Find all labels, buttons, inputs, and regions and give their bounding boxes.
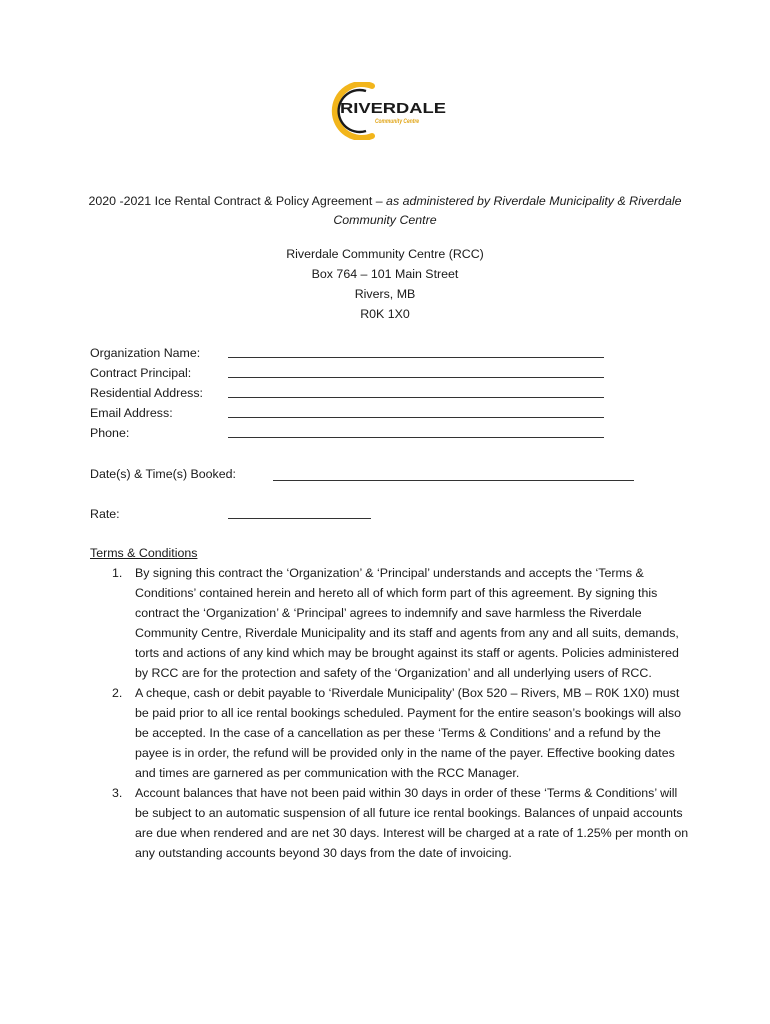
- contract-principal-label: Contract Principal:: [90, 366, 192, 380]
- list-item-number: 2.: [112, 686, 123, 700]
- terms-heading: Terms & Conditions: [90, 546, 198, 560]
- residential-address-field[interactable]: [228, 397, 604, 398]
- document-title: [80, 192, 690, 230]
- contract-principal-field[interactable]: [228, 377, 604, 378]
- dates-booked-label: Date(s) & Time(s) Booked:: [90, 467, 236, 481]
- list-item-text: By signing this contract the ‘Organization’ & ‘Principal’ understands and accepts the ‘Terms & Conditions’ contained herein and hereto all of which form part of this agreement. By signing this contract the ‘Organization’ & ‘Principal’ agrees to indemnify and save harmless the Riverdale Community Centre, Riverdale Municipality and its staff and agents from any and all suits, demands, torts and actions of any kind which may be brought against its staff or agents. Policies administered by RCC are for the protection and safety of the ‘Organization’ and all underlying users of RCC.: [135, 566, 679, 680]
- rate-label: Rate:: [90, 507, 120, 521]
- email-address-field[interactable]: [228, 417, 604, 418]
- address-line-4: R0K 1X0: [360, 307, 410, 321]
- organization-name-label: Organization Name:: [90, 346, 201, 360]
- title-main: 2020 -2021 Ice Rental Contract & Policy Agreement –: [88, 194, 387, 208]
- list-item: [90, 783, 690, 863]
- logo-title: RIVERDALE: [340, 101, 447, 117]
- address-block: [0, 244, 770, 324]
- address-line-1: Riverdale Community Centre (RCC): [286, 247, 484, 261]
- list-item: [90, 563, 690, 683]
- list-item-number: 3.: [112, 786, 123, 800]
- riverdale-logo: [326, 82, 452, 140]
- email-address-label: Email Address:: [90, 406, 173, 420]
- list-item-number: 1.: [112, 566, 123, 580]
- organization-name-field[interactable]: [228, 357, 604, 358]
- title-italic: as administered by Riverdale Municipality & Riverdale Community Centre: [333, 194, 682, 227]
- dates-booked-field[interactable]: [273, 480, 634, 481]
- rate-field[interactable]: [228, 518, 371, 519]
- list-item: [90, 683, 690, 783]
- list-item-text: Account balances that have not been paid within 30 days in order of these ‘Terms & Conditions’ will be subject to an automatic suspension of all future ice rental bookings. Balances of unpaid accounts are due when rendered and are net 30 days. Interest will be charged at a rate of 1.25% per month on any outstanding accounts beyond 30 days from the date of invoicing.: [135, 786, 689, 860]
- address-line-2: Box 764 – 101 Main Street: [311, 267, 459, 281]
- logo-subtitle: Community Centre: [375, 118, 420, 125]
- residential-address-label: Residential Address:: [90, 386, 203, 400]
- phone-label: Phone:: [90, 426, 130, 440]
- phone-field[interactable]: [228, 437, 604, 438]
- address-line-3: Rivers, MB: [354, 287, 416, 301]
- terms-list: [90, 563, 690, 863]
- list-item-text: A cheque, cash or debit payable to ‘Riverdale Municipality’ (Box 520 – Rivers, MB – R0K 1X0) must be paid prior to all ice rental bookings scheduled. Payment for the entire season’s bookings will also be accepted. In the case of a cancellation as per these ‘Terms & Conditions’ and a refund by the payee is in order, the refund will be provided only in the name of the payer. Effective booking dates and times are garnered as per communication with the RCC Manager.: [135, 686, 681, 780]
